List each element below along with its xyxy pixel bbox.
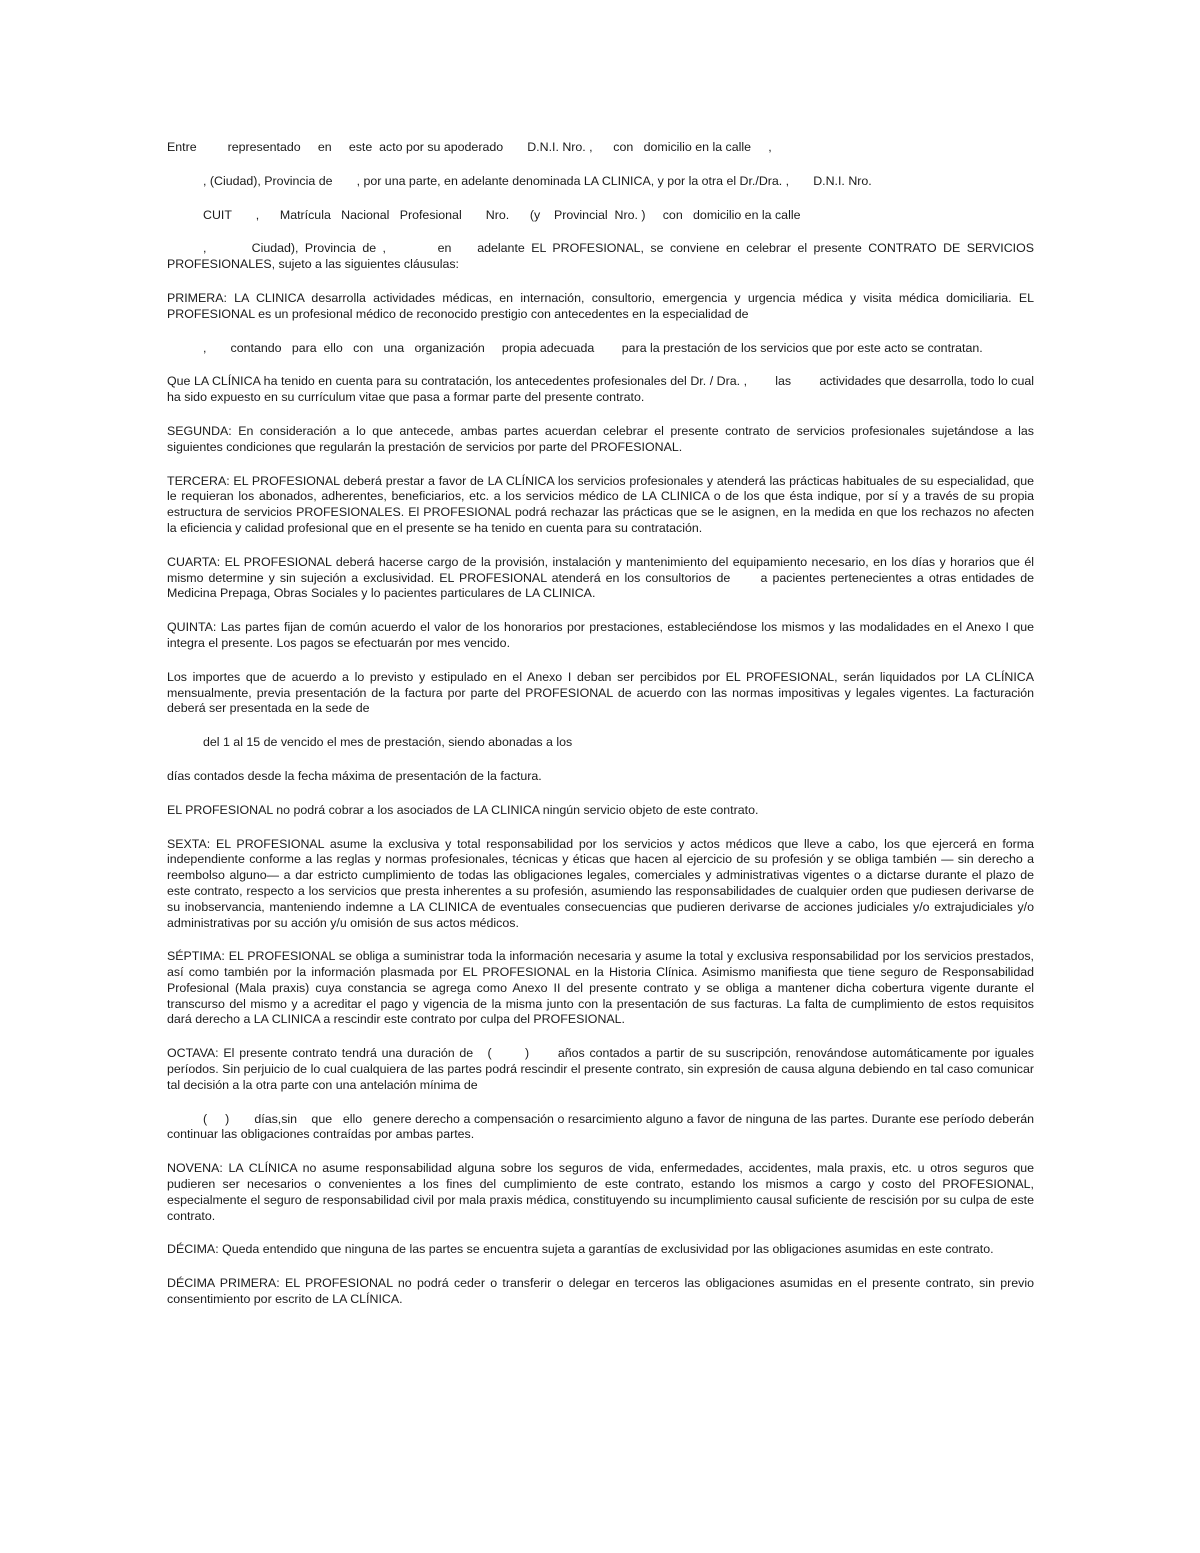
clause-octava: OCTAVA: El presente contrato tendrá una duración de ( ) años contados a partir de su suscripción, renovándose automáticamente por iguales períodos. Sin perjuicio de lo cual cualquiera de las partes podrá rescindir el presente contrato, sin expresión de causa alguna debiendo en tal caso comunicar tal decisión a la otra parte con una antelación mínima de bbox=[167, 1046, 1034, 1092]
clause-sexta: SEXTA: EL PROFESIONAL asume la exclusiva y total responsabilidad por los servicios y actos médicos que lleve a cabo, los que ejercerá en forma independiente conforme a las reglas y normas profesionales, técnicas y éticas que hacen al ejercicio de su profesión y se obliga también — sin derecho a reembolso alguno— a dar estricto cumplimiento de todas las obligaciones legales, comerciales y administrativas vigentes o a dictarse durante el plazo de este contrato, respecto a los servicios que presta inherentes a su profesión, asumiendo las responsabilidades de cualquier orden que pudiesen derivarse de su inobservancia, manteniendo indemne a LA CLINICA de eventuales consecuencias que pudieren derivarse de acciones judiciales y/o extrajudiciales y/o administrativas por su acción y/u omisión de sus actos médicos. bbox=[167, 836, 1034, 930]
clause-segunda: SEGUNDA: En consideración a lo que antecede, ambas partes acuerdan celebrar el presente contrato de servicios profesionales sujetándose a las siguientes condiciones que regularán la prestación de servicios por parte del PROFESIONAL. bbox=[167, 423, 1034, 454]
paragraph-parties-clinic: , (Ciudad), Provincia de , por una parte, en adelante denominada LA CLINICA, y por la otra el Dr./Dra. , D.N.I. Nro. bbox=[203, 173, 872, 188]
paragraph-parties-agreement: , Ciudad), Provincia de , en adelante EL PROFESIONAL, se conviene en celebrar el presente CONTRATO DE SERVICIOS PROFESIONALES, sujeto a las siguientes cláusulas: bbox=[167, 241, 1034, 272]
clause-cuarta: CUARTA: EL PROFESIONAL deberá hacerse cargo de la provisión, instalación y mantenimiento del equipamiento necesario, en los días y horarios que él mismo determine y sin sujeción a exclusividad. EL PROFESIONAL atenderá en los consultorios de a pacientes pertenecientes a otras entidades de Medicina Prepaga, Obras Sociales y lo pacientes particulares de LA CLINICA. bbox=[167, 554, 1034, 601]
clause-novena: NOVENA: LA CLÍNICA no asume responsabilidad alguna sobre los seguros de vida, enfermedades, accidentes, mala praxis, etc. u otros seguros que pudieren ser necesarios o convenientes a los fines del cumplimiento de este contrato, estando los mismos a cargo y costo del PROFESIONAL, especialmente el seguro de responsabilidad civil por mala praxis médica, constituyendo su incumplimiento causal suficiente de rescisión por su culpa de este contrato. bbox=[167, 1161, 1034, 1223]
clause-tercera: TERCERA: EL PROFESIONAL deberá prestar a favor de LA CLÍNICA los servicios profesionales y atenderá las prácticas habituales de su especialidad, que le requieran los abonados, adherentes, beneficiarios, etc. a los servicios médico de LA CLINICA o de los que ésta indique, por sí y a través de su propia estructura de servicios PROFESIONALES. El PROFESIONAL podrá rechazar las prácticas que se le asignen, en la medida en que los rechazos no afecten la eficiencia y calidad profesional que en el presente se ha tenido en cuenta para su contratación. bbox=[167, 473, 1034, 535]
contract-body bbox=[167, 140, 1034, 1326]
clause-quinta-invoice-period: del 1 al 15 de vencido el mes de prestación, siendo abonadas a los bbox=[203, 735, 573, 750]
clause-octava-continued: ( ) días,sin que ello genere derecho a compensación o resarcimiento alguno a favor de ninguna de las partes. Durante ese período deberán continuar las obligaciones contraídas por ambas partes. bbox=[167, 1111, 1034, 1142]
clause-quinta-no-charge: EL PROFESIONAL no podrá cobrar a los asociados de LA CLINICA ningún servicio objeto de este contrato. bbox=[167, 802, 759, 817]
clause-quinta-payments: Los importes que de acuerdo a lo previsto y estipulado en el Anexo I deban ser percibidos por EL PROFESIONAL, serán liquidados por LA CLÍNICA mensualmente, previa presentación de la factura por parte del PROFESIONAL de acuerdo con las normas impositivas y legales vigentes. La facturación deberá ser presentada en la sede de bbox=[167, 669, 1034, 716]
clause-quinta-invoice-days: días contados desde la fecha máxima de presentación de la factura. bbox=[167, 768, 542, 783]
paragraph-parties-professional-id: CUIT , Matrícula Nacional Profesional Nro. (y Provincial Nro. ) con domicilio en la calle bbox=[203, 207, 801, 222]
clause-primera: PRIMERA: LA CLINICA desarrolla actividades médicas, en internación, consultorio, emergencia y urgencia médica y visita médica domiciliaria. EL PROFESIONAL es un profesional médico de reconocido prestigio con antecedentes en la especialidad de bbox=[167, 290, 1034, 321]
clause-primera-antecedents: Que LA CLÍNICA ha tenido en cuenta para su contratación, los antecedentes profesionales del Dr. / Dra. , las actividades que desarrolla, todo lo cual ha sido expuesto en su currículum vitae que pasa a formar parte del presente contrato. bbox=[167, 374, 1034, 405]
paragraph-parties-intro: Entre representado en este acto por su apoderado D.N.I. Nro. , con domicilio en la calle , bbox=[167, 140, 772, 154]
clause-primera-continued: , contando para ello con una organización propia adecuada para la prestación de los servicios que por este acto se contratan. bbox=[203, 340, 983, 355]
clause-decima-primera: DÉCIMA PRIMERA: EL PROFESIONAL no podrá ceder o transferir o delegar en terceros las obligaciones asumidas en el presente contrato, sin previo consentimiento por escrito de LA CLÍNICA. bbox=[167, 1276, 1034, 1307]
clause-decima: DÉCIMA: Queda entendido que ninguna de las partes se encuentra sujeta a garantías de exclusividad por las obligaciones asumidas en este contrato. bbox=[167, 1242, 994, 1257]
clause-quinta: QUINTA: Las partes fijan de común acuerdo el valor de los honorarios por prestaciones, estableciéndose los mismos y las modalidades en el Anexo I que integra el presente. Los pagos se efectuarán por mes vencido. bbox=[167, 620, 1034, 650]
clause-septima: SÉPTIMA: EL PROFESIONAL se obliga a suministrar toda la información necesaria y asume la total y exclusiva responsabilidad por los servicios prestados, así como también por la información plasmada por EL PROFESIONAL en la Historia Clínica. Asimismo manifiesta que tiene seguro de Responsabilidad Profesional (Mala praxis) cuya constancia se agrega como Anexo II del presente contrato y se obliga a mantener dicha cobertura vigente durante el transcurso del mismo y a acreditar el pago y vigencia de la misma junto con la presentación de sus facturas. La falta de cumplimiento de estos requisitos dará derecho a LA CLINICA a rescindir este contrato por culpa del PROFESIONAL. bbox=[167, 949, 1034, 1027]
